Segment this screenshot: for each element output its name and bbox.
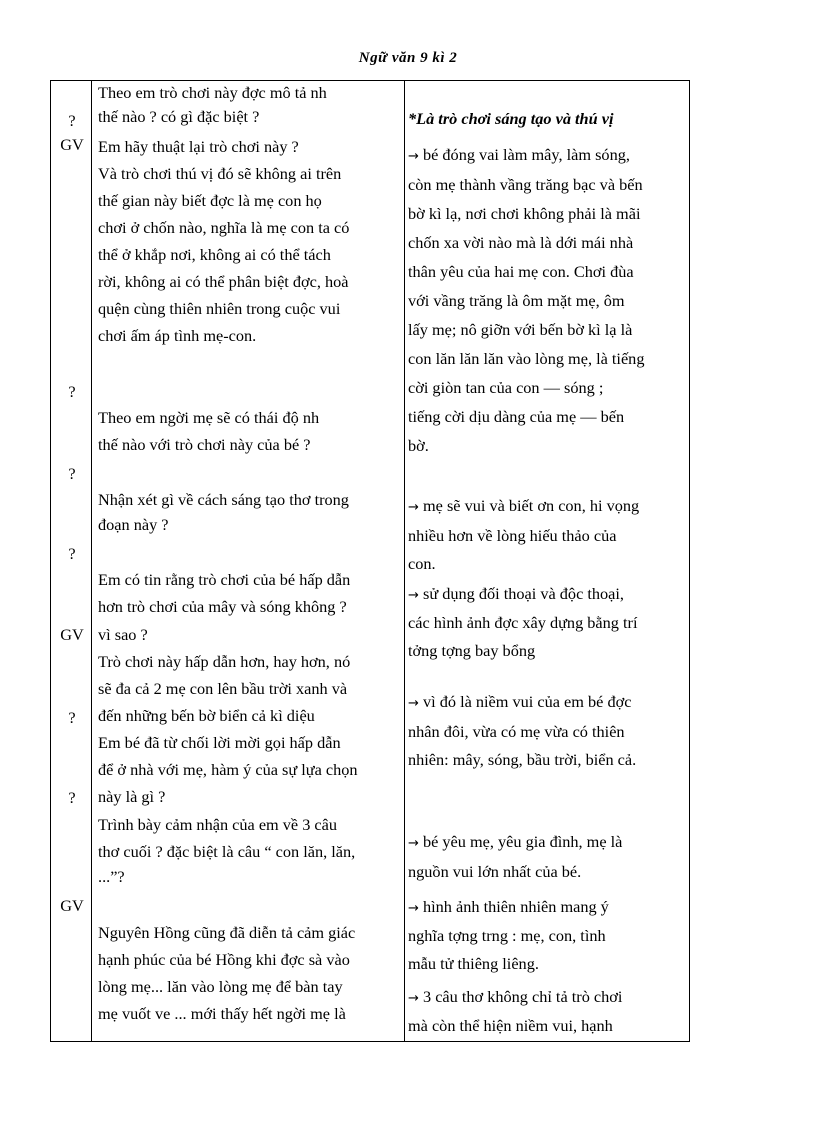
arrow-right-icon: →: [408, 588, 419, 603]
answer-line: mẫu tử thiêng liêng.: [408, 954, 539, 973]
answer-line: các hình ảnh đợc xây dựng bằng trí: [408, 613, 638, 632]
question-line: thế nào với trò chơi này của bé ?: [98, 435, 311, 454]
question-line: Nhận xét gì về cách sáng tạo thơ trong: [98, 490, 349, 509]
teacher-note-line: thể ở khắp nơi, không ai có thể tách: [98, 245, 331, 264]
marker-question: ?: [68, 544, 76, 563]
answer-line: với vầng trăng là ôm mặt mẹ, ôm: [408, 291, 625, 310]
teacher-note-line: chơi ấm áp tình mẹ-con.: [98, 326, 257, 345]
answer-line: → 3 câu thơ không chỉ tả trò chơi: [408, 987, 623, 1006]
question-line: Theo em trò chơi này đợc mô tả nh: [98, 83, 327, 102]
teacher-note-line: thế gian này biết đợc là mẹ con họ: [98, 191, 322, 210]
answer-line: nhiều hơn về lòng hiếu thảo của: [408, 526, 617, 545]
answer-line: tởng tợng bay bổng: [408, 641, 536, 660]
teacher-note-line: hạnh phúc của bé Hồng khi đợc sà vào: [98, 950, 350, 969]
marker-question: ?: [68, 464, 76, 483]
question-line: ...”?: [98, 867, 125, 886]
marker-teacher: GV: [60, 896, 84, 915]
answer-heading: *Là trò chơi sáng tạo và thú vị: [408, 109, 614, 128]
arrow-right-icon: →: [408, 991, 419, 1006]
answer-line: con lăn lăn lăn vào lòng mẹ, là tiếng: [408, 349, 645, 368]
answer-line: chốn xa vời nào mà là dới mái nhà: [408, 233, 634, 252]
question-line: Em có tin rằng trò chơi của bé hấp dẫn: [98, 570, 351, 589]
question-line: Trình bày cảm nhận của em về 3 câu: [98, 815, 338, 834]
marker-question: ?: [68, 708, 76, 727]
question-line: thơ cuối ? đặc biệt là câu “ con lăn, lăn,: [98, 842, 356, 861]
column-divider: [404, 81, 405, 1041]
question-line: hơn trò chơi của mây và sóng không ?: [98, 597, 347, 616]
answer-line: lấy mẹ; nô giỡn với bến bờ kì lạ là: [408, 320, 633, 339]
teacher-note-line: Nguyên Hồng cũng đã diễn tả cảm giác: [98, 923, 356, 942]
answer-line: bờ kì lạ, nơi chơi không phải là mãi: [408, 204, 641, 223]
teacher-note-line: sẽ đa cả 2 mẹ con lên bầu trời xanh và: [98, 679, 348, 698]
answer-line: con.: [408, 554, 436, 573]
answer-line: → bé đóng vai làm mây, làm sóng,: [408, 145, 630, 164]
question-line: để ở nhà với mẹ, hàm ý của sự lựa chọn: [98, 760, 358, 779]
question-line: Em bé đã từ chối lời mời gọi hấp dẫn: [98, 733, 341, 752]
marker-question: ?: [68, 382, 76, 401]
question-line: Em hãy thuật lại trò chơi này ?: [98, 137, 299, 156]
teacher-note-line: Trò chơi này hấp dẫn hơn, hay hơn, nó: [98, 652, 351, 671]
question-line: đoạn này ?: [98, 515, 169, 534]
arrow-right-icon: →: [408, 836, 419, 851]
answer-line: → vì đó là niềm vui của em bé đợc: [408, 692, 632, 711]
answer-line: còn mẹ thành vầng trăng bạc và bến: [408, 175, 643, 194]
answer-line: → bé yêu mẹ, yêu gia đình, mẹ là: [408, 832, 623, 851]
answer-line: → sử dụng đối thoại và độc thoại,: [408, 584, 624, 603]
teacher-note-line: quện cùng thiên nhiên trong cuộc vui: [98, 299, 341, 318]
teacher-note-line: rời, không ai có thể phân biệt đợc, hoà: [98, 272, 349, 291]
marker-question: ?: [68, 788, 76, 807]
answer-line: tiếng cời dịu dàng của mẹ — bến: [408, 407, 625, 426]
lesson-table: [50, 80, 690, 1042]
answer-line: thân yêu của hai mẹ con. Chơi đùa: [408, 262, 634, 281]
answer-line: nguồn vui lớn nhất của bé.: [408, 862, 582, 881]
answer-line: → hình ảnh thiên nhiên mang ý: [408, 897, 609, 916]
teacher-note-line: chơi ở chốn nào, nghĩa là mẹ con ta có: [98, 218, 350, 237]
answer-line: mà còn thể hiện niềm vui, hạnh: [408, 1016, 613, 1035]
answer-line: → mẹ sẽ vui và biết ơn con, hi vọng: [408, 496, 640, 515]
question-line: này là gì ?: [98, 787, 166, 806]
question-line: vì sao ?: [98, 625, 148, 644]
answer-line: bờ.: [408, 436, 429, 455]
arrow-right-icon: →: [408, 500, 419, 515]
answer-line: nhân đôi, vừa có mẹ vừa có thiên: [408, 722, 625, 741]
marker-teacher: GV: [60, 625, 84, 644]
column-divider: [91, 81, 92, 1041]
marker-question: ?: [68, 111, 76, 130]
teacher-note-line: đến những bến bờ biển cả kì diệu: [98, 706, 315, 725]
arrow-right-icon: →: [408, 696, 419, 711]
page-header: Ngữ văn 9 kì 2: [358, 50, 458, 66]
question-line: thế nào ? có gì đặc biệt ?: [98, 107, 260, 126]
answer-line: cời giòn tan của con — sóng ;: [408, 378, 604, 397]
arrow-right-icon: →: [408, 149, 419, 164]
question-line: Theo em ngời mẹ sẽ có thái độ nh: [98, 408, 320, 427]
marker-teacher: GV: [60, 135, 84, 154]
teacher-note-line: Và trò chơi thú vị đó sẽ không ai trên: [98, 164, 342, 183]
answer-line: nghĩa tợng trng : mẹ, con, tình: [408, 926, 606, 945]
teacher-note-line: mẹ vuốt ve ... mới thấy hết ngời mẹ là: [98, 1004, 346, 1023]
arrow-right-icon: →: [408, 901, 419, 916]
teacher-note-line: lòng mẹ... lăn vào lòng mẹ để bàn tay: [98, 977, 343, 996]
answer-line: nhiên: mây, sóng, bầu trời, biển cả.: [408, 750, 637, 769]
